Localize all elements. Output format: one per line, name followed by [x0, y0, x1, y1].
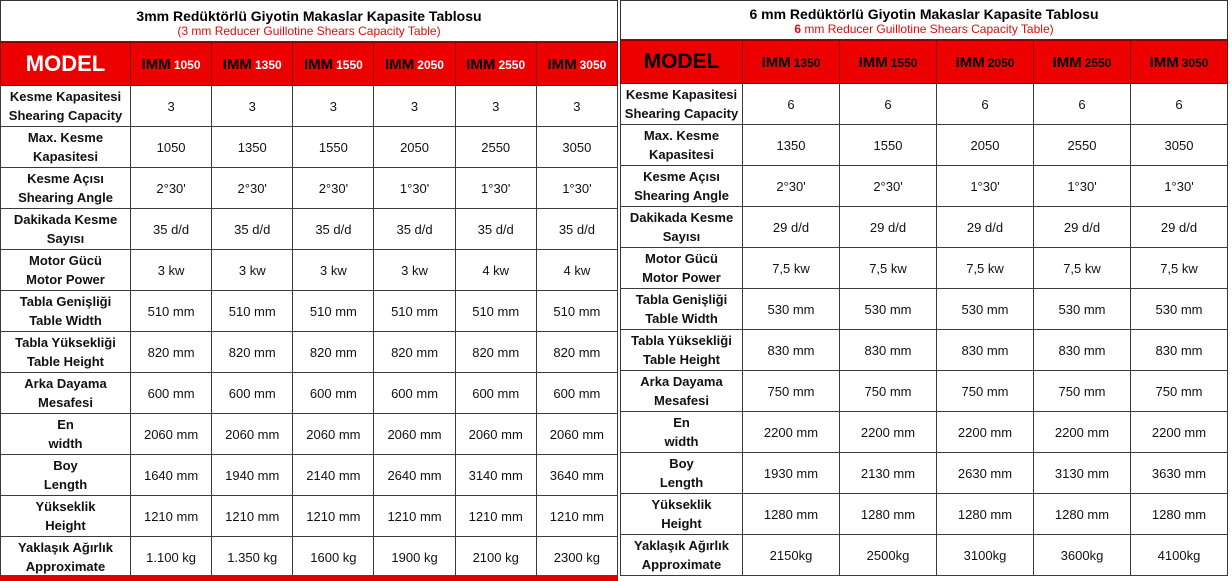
table-cell: 2°30' — [743, 166, 840, 207]
row-label — [621, 84, 743, 125]
table-cell: 2140 mm — [293, 455, 374, 496]
row-label-en: Table Height — [642, 352, 721, 367]
table-cell: 2°30' — [293, 168, 374, 209]
table-cell: 820 mm — [131, 332, 212, 373]
table-cell: 29 d/d — [937, 207, 1034, 248]
model-column-header — [212, 43, 293, 86]
table-cell: 2°30' — [840, 166, 937, 207]
row-label-en: Table Width — [29, 313, 102, 328]
table-cell: 2°30' — [212, 168, 293, 209]
table-cell: 4 kw — [536, 250, 617, 291]
row-label-tr: Yaklaşık Ağırlık — [634, 538, 729, 553]
table-cell: 1280 mm — [743, 494, 840, 535]
row-label — [1, 537, 131, 578]
table-cell: 7,5 kw — [937, 248, 1034, 289]
row-label-tr: En — [57, 417, 74, 432]
subtitle-number: 6 — [794, 22, 802, 36]
table-row — [1, 455, 618, 496]
table-row — [1, 496, 618, 537]
table-cell: 2630 mm — [937, 453, 1034, 494]
model-prefix: IMM — [955, 53, 985, 71]
table-cell: 600 mm — [131, 373, 212, 414]
row-label — [1, 414, 131, 455]
table-title: 3mm Redüktörlü Giyotin Makaslar Kapasite Tablosu — [136, 8, 482, 24]
row-label-tr: Max. Kesme — [643, 128, 720, 143]
row-label-tr: Kesme Kapasitesi — [9, 89, 122, 104]
table-cell: 1210 mm — [131, 496, 212, 537]
table-cell: 7,5 kw — [1034, 248, 1131, 289]
table-cell: 3 — [293, 86, 374, 127]
table-row — [1, 332, 618, 373]
table-row — [1, 373, 618, 414]
table-cell: 1600 kg — [293, 537, 374, 578]
table-cell: 1210 mm — [455, 496, 536, 537]
table-cell: 750 mm — [743, 371, 840, 412]
row-label — [1, 127, 131, 168]
model-prefix: IMM — [761, 53, 791, 71]
table-cell: 1350 — [212, 127, 293, 168]
model-number: 3050 — [1181, 55, 1209, 70]
row-label-en: Length — [659, 475, 704, 490]
table-cell: 1050 — [131, 127, 212, 168]
table-row — [621, 453, 1228, 494]
table-cell: 1550 — [840, 125, 937, 166]
table-title-block — [620, 0, 1228, 40]
table-cell: 35 d/d — [293, 209, 374, 250]
table-cell: 6 — [840, 84, 937, 125]
table-cell: 29 d/d — [840, 207, 937, 248]
table-cell: 830 mm — [937, 330, 1034, 371]
table-cell: 2060 mm — [131, 414, 212, 455]
table-cell: 7,5 kw — [840, 248, 937, 289]
row-label-en: Mesafesi — [38, 395, 93, 410]
table-cell: 750 mm — [1131, 371, 1228, 412]
table-cell: 35 d/d — [212, 209, 293, 250]
table-row — [621, 535, 1228, 576]
table-cell: 2100 kg — [455, 537, 536, 578]
model-number: 2550 — [498, 57, 526, 72]
row-label-en: Mesafesi — [654, 393, 709, 408]
table-cell: 1350 — [743, 125, 840, 166]
table-cell: 2300 kg — [536, 537, 617, 578]
model-number: 1050 — [173, 57, 201, 72]
row-label-en: Shearing Capacity — [8, 108, 123, 123]
specs-table — [0, 42, 618, 578]
model-column-header — [536, 43, 617, 86]
row-label-en: Kapasitesi — [32, 149, 99, 164]
table-cell: 1°30' — [455, 168, 536, 209]
table-cell: 530 mm — [743, 289, 840, 330]
table-cell: 2060 mm — [455, 414, 536, 455]
row-label — [1, 250, 131, 291]
table-cell: 2130 mm — [840, 453, 937, 494]
table-cell: 2150kg — [743, 535, 840, 576]
row-label — [621, 535, 743, 576]
model-prefix: IMM — [141, 55, 171, 73]
table-cell: 6 — [1131, 84, 1228, 125]
bottom-red-bar — [0, 575, 618, 581]
table-cell: 3600kg — [1034, 535, 1131, 576]
row-label — [1, 373, 131, 414]
model-number: 1350 — [793, 55, 821, 70]
table-cell: 3 — [212, 86, 293, 127]
table-cell: 1280 mm — [1131, 494, 1228, 535]
table-cell: 830 mm — [743, 330, 840, 371]
row-label-tr: Yükseklik — [651, 497, 712, 512]
model-prefix: IMM — [547, 55, 577, 73]
table-cell: 2550 — [1034, 125, 1131, 166]
table-cell: 3140 mm — [455, 455, 536, 496]
row-label — [621, 453, 743, 494]
row-label — [621, 207, 743, 248]
table-title-block — [0, 0, 618, 42]
table-cell: 2050 — [937, 125, 1034, 166]
table-row — [1, 168, 618, 209]
table-cell: 830 mm — [840, 330, 937, 371]
row-label-en: Table Height — [26, 354, 105, 369]
table-cell: 3100kg — [937, 535, 1034, 576]
table-cell: 510 mm — [455, 291, 536, 332]
table-cell: 820 mm — [455, 332, 536, 373]
table-subtitle: (3 mm Reducer Guillotine Shears Capacity Table) — [177, 24, 441, 38]
table-cell: 2060 mm — [374, 414, 455, 455]
table-cell: 600 mm — [536, 373, 617, 414]
specs-table — [620, 40, 1228, 576]
table-cell: 35 d/d — [131, 209, 212, 250]
row-label-en: Shearing Angle — [634, 188, 729, 203]
table-cell: 6 — [1034, 84, 1131, 125]
table-cell: 2060 mm — [212, 414, 293, 455]
table-cell: 3 kw — [293, 250, 374, 291]
model-header: MODEL — [1, 43, 131, 86]
row-label — [621, 125, 743, 166]
table-cell: 750 mm — [1034, 371, 1131, 412]
row-label-tr: Yükseklik — [35, 499, 96, 514]
table-row — [1, 86, 618, 127]
table-cell: 820 mm — [293, 332, 374, 373]
table-cell: 1280 mm — [937, 494, 1034, 535]
model-number: 1350 — [254, 57, 282, 72]
model-prefix: IMM — [1052, 53, 1082, 71]
table-cell: 6 — [743, 84, 840, 125]
table-row — [1, 537, 618, 578]
row-label-en: Height — [45, 518, 86, 533]
table-title: 6 mm Redüktörlü Giyotin Makaslar Kapasite Tablosu — [749, 6, 1099, 22]
row-label-tr: Tabla Genişliği — [19, 294, 112, 309]
table-cell: 1.350 kg — [212, 537, 293, 578]
row-label-en: Approximate — [25, 559, 106, 574]
table-cell: 1210 mm — [374, 496, 455, 537]
table-cell: 1210 mm — [212, 496, 293, 537]
table-cell: 510 mm — [374, 291, 455, 332]
table-cell: 1°30' — [937, 166, 1034, 207]
table-cell: 2200 mm — [840, 412, 937, 453]
row-label-tr: Kesme Açısı — [643, 169, 720, 184]
table-cell: 3050 — [536, 127, 617, 168]
model-prefix: IMM — [303, 55, 334, 73]
table-cell: 1.100 kg — [131, 537, 212, 578]
row-label-en: Length — [43, 477, 88, 492]
table-row — [1, 127, 618, 168]
row-label-tr: Tabla Yüksekliği — [631, 333, 732, 348]
table-cell: 29 d/d — [743, 207, 840, 248]
table-cell: 3 kw — [374, 250, 455, 291]
table-cell: 750 mm — [840, 371, 937, 412]
table-row — [621, 289, 1228, 330]
table-cell: 820 mm — [212, 332, 293, 373]
row-label-tr: Dakikada Kesme — [629, 210, 734, 225]
table-cell: 2060 mm — [293, 414, 374, 455]
model-column-header — [293, 43, 374, 86]
table-cell: 2500kg — [840, 535, 937, 576]
model-number: 2050 — [417, 57, 444, 72]
row-label-tr: Kesme Kapasitesi — [625, 87, 738, 102]
table-cell: 2640 mm — [374, 455, 455, 496]
table-cell: 820 mm — [536, 332, 617, 373]
table-cell: 3 — [536, 86, 617, 127]
table-cell: 1930 mm — [743, 453, 840, 494]
table-row — [621, 125, 1228, 166]
table-cell: 3 kw — [131, 250, 212, 291]
row-label-en: Sayısı — [662, 229, 701, 244]
table-cell: 600 mm — [212, 373, 293, 414]
row-label — [621, 289, 743, 330]
row-label-tr: Max. Kesme — [27, 130, 104, 145]
row-label-tr: Arka Dayama — [24, 376, 107, 391]
table-cell: 3 kw — [212, 250, 293, 291]
table-cell: 750 mm — [937, 371, 1034, 412]
table-cell: 820 mm — [374, 332, 455, 373]
row-label — [1, 496, 131, 537]
row-label-en: width — [664, 434, 699, 449]
model-prefix: IMM — [1149, 53, 1179, 71]
row-label-en: Shearing Angle — [18, 190, 113, 205]
table-cell: 2200 mm — [937, 412, 1034, 453]
table-cell: 830 mm — [1034, 330, 1131, 371]
table-cell: 1°30' — [1131, 166, 1228, 207]
row-label — [621, 330, 743, 371]
table-cell: 2060 mm — [536, 414, 617, 455]
table-cell: 7,5 kw — [1131, 248, 1228, 289]
table-row — [1, 209, 618, 250]
table-cell: 600 mm — [455, 373, 536, 414]
row-label-en: Table Width — [645, 311, 718, 326]
table-cell: 4100kg — [1131, 535, 1228, 576]
table-cell: 1210 mm — [536, 496, 617, 537]
table-row — [621, 166, 1228, 207]
model-column-header — [937, 41, 1034, 84]
table-cell: 1°30' — [1034, 166, 1131, 207]
table-cell: 35 d/d — [455, 209, 536, 250]
row-label — [1, 209, 131, 250]
model-column-header — [840, 41, 937, 84]
row-label — [621, 371, 743, 412]
model-prefix: IMM — [466, 55, 496, 73]
table-cell: 830 mm — [1131, 330, 1228, 371]
row-label-tr: Motor Gücü — [29, 253, 102, 268]
table-cell: 2200 mm — [743, 412, 840, 453]
model-column-header — [374, 43, 455, 86]
table-cell: 1640 mm — [131, 455, 212, 496]
table-cell: 1280 mm — [1034, 494, 1131, 535]
table-row — [1, 291, 618, 332]
table-row — [621, 248, 1228, 289]
table-cell: 1900 kg — [374, 537, 455, 578]
table-cell: 35 d/d — [374, 209, 455, 250]
table-cell: 3050 — [1131, 125, 1228, 166]
table-cell: 1280 mm — [840, 494, 937, 535]
table-cell: 530 mm — [1131, 289, 1228, 330]
model-number: 1550 — [336, 57, 363, 72]
row-label — [621, 248, 743, 289]
model-number: 1550 — [890, 55, 918, 70]
table-cell: 4 kw — [455, 250, 536, 291]
row-label-tr: En — [673, 415, 690, 430]
table-cell: 29 d/d — [1131, 207, 1228, 248]
table-cell: 35 d/d — [536, 209, 617, 250]
row-label-tr: Motor Gücü — [645, 251, 718, 266]
table-cell: 2550 — [455, 127, 536, 168]
row-label-en: Height — [661, 516, 702, 531]
row-label-tr: Yaklaşık Ağırlık — [18, 540, 113, 555]
table-cell: 1940 mm — [212, 455, 293, 496]
table-cell: 510 mm — [212, 291, 293, 332]
table-cell: 530 mm — [937, 289, 1034, 330]
model-prefix: IMM — [858, 53, 888, 71]
subtitle-text: mm Reducer Guillotine Shears Capacity Table) — [801, 22, 1054, 36]
table-cell: 2°30' — [131, 168, 212, 209]
capacity-table-6mm — [620, 0, 1228, 581]
row-label-tr: Boy — [53, 458, 78, 473]
model-column-header — [1131, 41, 1228, 84]
row-label — [1, 291, 131, 332]
table-row — [1, 414, 618, 455]
row-label-en: Motor Power — [26, 272, 105, 287]
row-label-tr: Tabla Genişliği — [635, 292, 728, 307]
table-cell: 510 mm — [536, 291, 617, 332]
row-label — [621, 412, 743, 453]
row-label-en: Sayısı — [46, 231, 85, 246]
row-label — [1, 455, 131, 496]
table-row — [621, 84, 1228, 125]
table-row — [621, 371, 1228, 412]
table-row — [621, 494, 1228, 535]
row-label-tr: Kesme Açısı — [27, 171, 104, 186]
table-cell: 3 — [374, 86, 455, 127]
row-label — [621, 494, 743, 535]
table-cell: 3130 mm — [1034, 453, 1131, 494]
table-cell: 600 mm — [374, 373, 455, 414]
table-cell: 530 mm — [840, 289, 937, 330]
table-cell: 510 mm — [131, 291, 212, 332]
model-number: 2050 — [987, 55, 1015, 70]
table-row — [1, 250, 618, 291]
row-label — [621, 166, 743, 207]
table-row — [621, 207, 1228, 248]
row-label-en: width — [48, 436, 83, 451]
table-cell: 530 mm — [1034, 289, 1131, 330]
table-row — [621, 412, 1228, 453]
row-label-tr: Boy — [669, 456, 694, 471]
table-cell: 7,5 kw — [743, 248, 840, 289]
model-number: 2550 — [1084, 55, 1112, 70]
model-prefix: IMM — [222, 55, 252, 73]
table-cell: 29 d/d — [1034, 207, 1131, 248]
row-label-tr: Tabla Yüksekliği — [15, 335, 116, 350]
table-cell: 6 — [937, 84, 1034, 125]
model-header: MODEL — [621, 41, 743, 84]
model-column-header — [1034, 41, 1131, 84]
table-subtitle — [621, 22, 1227, 36]
model-column-header — [131, 43, 212, 86]
row-label — [1, 168, 131, 209]
table-cell: 1°30' — [374, 168, 455, 209]
table-cell: 1550 — [293, 127, 374, 168]
table-cell: 3640 mm — [536, 455, 617, 496]
table-cell: 3 — [455, 86, 536, 127]
table-cell: 2050 — [374, 127, 455, 168]
table-cell: 510 mm — [293, 291, 374, 332]
table-cell: 1°30' — [536, 168, 617, 209]
table-row — [621, 330, 1228, 371]
model-number: 3050 — [579, 57, 607, 72]
table-cell: 600 mm — [293, 373, 374, 414]
row-label-en: Kapasitesi — [648, 147, 715, 162]
row-label-en: Approximate — [641, 557, 722, 572]
row-label — [1, 86, 131, 127]
table-cell: 1210 mm — [293, 496, 374, 537]
row-label — [1, 332, 131, 373]
table-cell: 3 — [131, 86, 212, 127]
model-column-header — [455, 43, 536, 86]
row-label-en: Motor Power — [642, 270, 721, 285]
row-label-tr: Arka Dayama — [640, 374, 723, 389]
row-label-tr: Dakikada Kesme — [13, 212, 118, 227]
table-cell: 2200 mm — [1034, 412, 1131, 453]
model-prefix: IMM — [385, 55, 415, 73]
table-cell: 3630 mm — [1131, 453, 1228, 494]
row-label-en: Shearing Capacity — [624, 106, 739, 121]
model-column-header — [743, 41, 840, 84]
table-cell: 2200 mm — [1131, 412, 1228, 453]
